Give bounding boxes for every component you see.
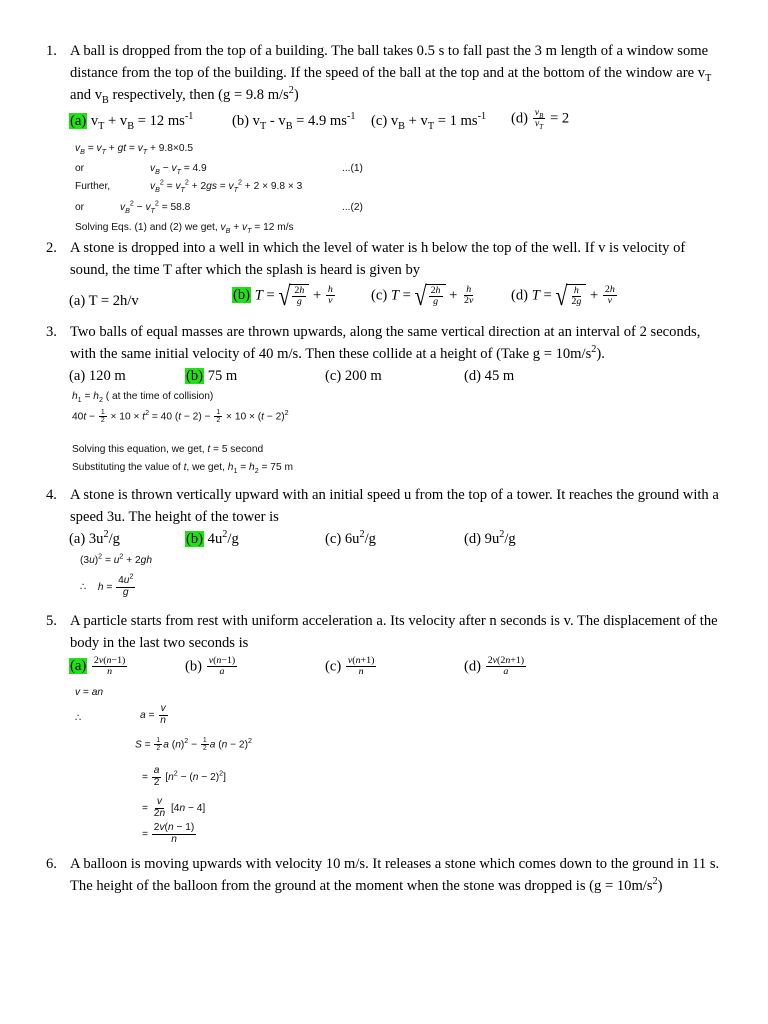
option-b: (b) $4u^2/g$ [186, 529, 239, 547]
question-text: A ball is dropped from the top of a building. The ball takes 0.5 s to fall past the 3 m length of a window some distance from the top of the building. If the speed of the ball at the top and at the bottom of the window are $v_T$ and $v_B$ respectively, then (g = 9.8 $m/s^2$) [70, 43, 712, 106]
solution-line: S = $\frac{1}{2}$ a $(n)^2$ − $\frac{1}{2}$ a $(n - 2)^2$ [135, 737, 252, 753]
option-d [511, 108, 569, 130]
option-d: (d) 45 m [464, 368, 515, 384]
option-b-label: (b) [185, 658, 203, 675]
question-number: 1. [46, 43, 57, 59]
fraction: $\frac{2v(n-1)}{n}$ [93, 655, 126, 678]
solution-line: $v_B = v_T$ + gt = $v_T + 9.8\times 0.5$ [75, 143, 194, 157]
question-text: A particle starts from rest with uniform acceleration a. Its velocity after n seconds is v. The displacement of the body in the last two seconds is [70, 613, 718, 651]
option-c: (c) $6u^2/g$ [325, 529, 376, 547]
option-a: (a) $3u^2/g$ [69, 529, 120, 547]
question-text: A stone is thrown vertically upward with an initial speed u from the top of a tower. It reaches the ground with a speed 3u. The height of the tower is [70, 487, 719, 525]
solution-line: Further, [75, 181, 111, 192]
question-number: 2. [46, 240, 57, 256]
solution-line: a = $\frac{v}{n}$ [140, 703, 166, 726]
solution-line: or [75, 202, 85, 213]
option-d-label: (d) [511, 287, 529, 304]
option-d-label: (d) [464, 658, 482, 675]
solution-line: Solving this equation, we get, t = 5 second [72, 444, 264, 455]
fraction: $\frac{v(n+1)}{n}$ [347, 655, 375, 678]
solution-line: $v_B^2 = v_T^2 + 2gs = v_T^2 + 2 \times 9.8 \times 3$ [150, 178, 303, 195]
option-c [325, 656, 377, 678]
option-b-label: (b) [186, 531, 204, 547]
option-a: (a) T = 2h/v [69, 293, 139, 309]
solution-line: or [75, 163, 85, 174]
solution-line: v = an [75, 687, 104, 698]
solution-line: $v_B^2 - v_T^2 = 58.8$ [120, 199, 191, 216]
question-number: 5. [46, 613, 57, 629]
option-a: (a) $v_T + v_B = 12$ $ms^{-1}$ [70, 111, 194, 132]
option-a [69, 656, 128, 678]
therefore-symbol: ∴ [75, 713, 82, 724]
fraction: $\frac{2v(2n+1)}{a}$ [487, 655, 525, 678]
option-b: (b) $v_T - v_B = 4.9$ $ms^{-1}$ [232, 111, 356, 132]
option-b [185, 656, 238, 678]
question-text: A balloon is moving upwards with velocity 10 m/s. It releases a stone which comes down to the ground in 11 s. The height of the balloon from the ground at the moment when the stone was dropped is $(g = 10m/s^2)$ [70, 856, 720, 894]
solution-line: Substituting the value of t, we get, $h_1 = h_2 = 75$ m [72, 462, 293, 476]
question-5 [46, 610, 726, 654]
option-b-text: 75 m [207, 368, 238, 384]
question-6 [46, 853, 726, 897]
equation-ref: ...(1) [342, 163, 363, 174]
option-d-rest: = 2 [550, 110, 570, 127]
solution-line: $v_B - v_T = 4.9$ [150, 163, 207, 177]
solution-line: $(3u)^2 = u^2 + 2gh$ [80, 552, 152, 566]
question-number: 3. [46, 324, 57, 340]
square-root: √ $\frac{h}{2g}$ [555, 284, 586, 308]
option-d: (d) T = √ $\frac{h}{2g}$ + $\frac{2h}{v}$ [511, 279, 615, 311]
option-d: (d) $9u^2/g$ [464, 529, 516, 547]
solution-line: $h_1 = h_2$ ( at the time of collision) [72, 391, 214, 405]
question-1 [46, 40, 726, 106]
fraction: $\frac{h}{2v}$ [464, 284, 474, 307]
option-b-label: (b) [186, 368, 204, 384]
fraction: $\frac{h}{v}$ [327, 284, 333, 307]
option-a-label: (a) [70, 658, 87, 675]
option-c-label: (c) [325, 658, 342, 675]
option-a: (a) 120 m [69, 368, 126, 384]
option-c: (c) $v_B + v_T = 1$ $ms^{-1}$ [371, 111, 487, 132]
question-number: 4. [46, 487, 57, 503]
option-c-label: (c) [371, 287, 388, 304]
question-4 [46, 484, 726, 528]
option-b-label: (b) [233, 287, 251, 304]
fraction: $\frac{v_B}{v_T}$ [534, 107, 544, 132]
fraction: $\frac{2h}{v}$ [604, 284, 615, 307]
option-b: (b) T = √ $\frac{2h}{g}$ + $\frac{h}{v}$ [233, 279, 333, 311]
option-c: (c) 200 m [325, 368, 382, 384]
option-a-label: (a) [70, 113, 87, 129]
fraction: $\frac{v(n-1)}{a}$ [208, 655, 236, 678]
square-root: √ $\frac{2h}{g}$ [415, 284, 446, 308]
question-text: A stone is dropped into a well in which the level of water is h below the top of the well. If v is velocity of sound, the time T after which the splash is heard is given by [70, 240, 686, 278]
solution-line: = $\frac{2v(n - 1)}{n}$ [142, 822, 195, 845]
option-d-label: (d) [511, 110, 529, 127]
option-c: (c) T = √ $\frac{2h}{g}$ + $\frac{h}{2v}$ [371, 279, 474, 311]
solution-line: Solving Eqs. (1) and (2) we get, $v_B + v_T = 12$ m/s [75, 222, 294, 236]
option-b [185, 366, 237, 386]
solution-line: 40t − $\frac{1}{2}$ × $10 \times t^2 = 40$ (t − 2) − $\frac{1}{2}$ × $10 \times (t - 2)^2$ [72, 409, 289, 425]
solution-line: = $\frac{a}{2}$ $[n^2 - (n - 2)^2]$ [142, 765, 226, 788]
option-d [464, 656, 527, 678]
solution-line: ∴ h = $\frac{4u^2}{g}$ [80, 572, 134, 598]
question-number: 6. [46, 856, 57, 872]
square-root: √ $\frac{2h}{g}$ [278, 284, 309, 308]
question-text: Two balls of equal masses are thrown upwards, along the same vertical direction at an interval of 2 seconds, with the same initial velocity of 40 m/s. Then these collide at a height of (Take $g = 10m/s^2$). [70, 324, 701, 362]
question-3 [46, 321, 726, 365]
equation-ref: ...(2) [342, 202, 363, 213]
solution-line: = $\frac{v}{2n}$ [4n − 4] [142, 796, 206, 819]
question-2 [46, 237, 726, 281]
